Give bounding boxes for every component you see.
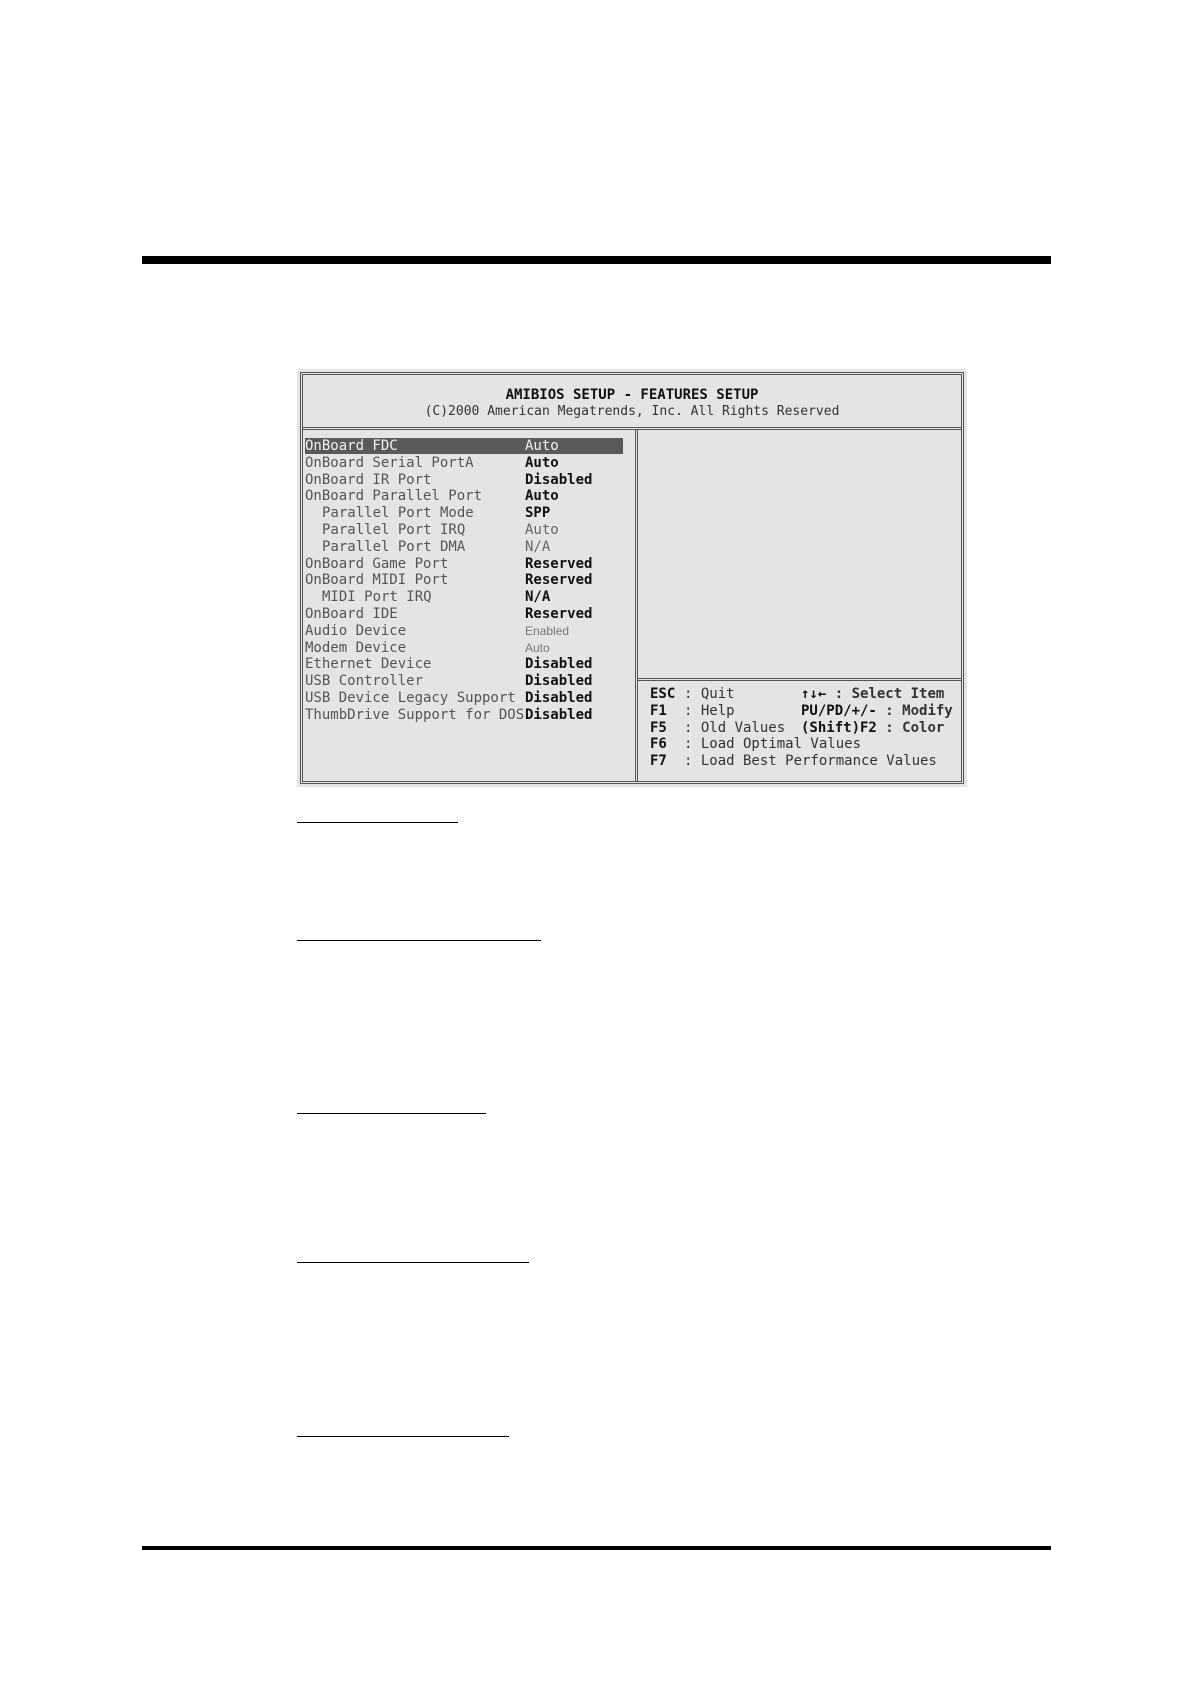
legend-key2: PU/PD/+/- <box>801 702 877 719</box>
legend-key2: (Shift)F2 <box>801 719 877 736</box>
legend-desc: : Quit <box>684 686 735 702</box>
legend-key-right <box>801 720 944 737</box>
menu-item-label: OnBoard FDC <box>305 438 398 454</box>
menu-item-value[interactable]: SPP <box>525 505 551 522</box>
menu-item-label: USB Device Legacy Support <box>305 689 516 706</box>
bios-copyright: (C)2000 American Megatrends, Inc. All Rights Reserved <box>424 404 840 419</box>
section-heading-underline <box>297 1262 529 1263</box>
legend-row <box>650 753 955 770</box>
bios-frame <box>300 372 964 784</box>
menu-item-label: OnBoard Parallel Port <box>305 488 483 505</box>
menu-item-label: OnBoard IR Port <box>305 471 432 488</box>
menu-item-onboard-game-port[interactable] <box>305 556 636 573</box>
menu-item-value[interactable]: Auto <box>525 454 559 471</box>
legend-desc2: : Color <box>885 719 945 736</box>
menu-item-value[interactable]: Disabled <box>525 673 593 690</box>
menu-item-label: MIDI Port IRQ <box>322 589 432 606</box>
legend-key: F5 <box>650 719 667 736</box>
menu-item-label: Parallel Port DMA <box>322 538 466 555</box>
menu-item-usb-controller[interactable] <box>305 673 636 690</box>
menu-item-value[interactable]: Disabled <box>525 689 593 706</box>
settings-panel <box>303 430 638 781</box>
legend-row <box>650 720 955 737</box>
legend-desc2: : Select Item <box>834 686 945 702</box>
section-heading-underline <box>297 1113 486 1114</box>
bios-title: AMIBIOS SETUP - FEATURES SETUP <box>505 387 759 403</box>
menu-item-value[interactable]: Auto <box>525 521 559 538</box>
legend-desc: : Load Best Performance Values <box>684 753 937 770</box>
menu-item-value[interactable]: Enabled <box>525 623 570 638</box>
menu-item-label: Parallel Port Mode <box>322 505 474 522</box>
menu-item-label: Audio Device <box>305 622 407 639</box>
legend-desc: : Help <box>684 702 735 719</box>
menu-item-value[interactable]: N/A <box>525 589 551 606</box>
menu-item-value[interactable]: Auto <box>525 488 559 505</box>
section-heading-underline <box>297 822 458 823</box>
bottom-rule <box>142 1546 1051 1550</box>
menu-item-usb-device-legacy-support[interactable] <box>305 690 636 707</box>
menu-item-midi-port-irq[interactable] <box>305 589 636 606</box>
bios-header <box>303 375 961 430</box>
menu-item-value[interactable]: Disabled <box>525 656 593 673</box>
menu-item-value[interactable]: Auto <box>525 438 559 454</box>
menu-item-parallel-port-dma[interactable] <box>305 539 636 556</box>
menu-item-value[interactable]: Reserved <box>525 572 593 589</box>
menu-item-value[interactable]: N/A <box>525 538 551 555</box>
menu-item-onboard-fdc[interactable] <box>305 438 636 455</box>
legend-row <box>650 736 955 753</box>
menu-item-onboard-ir-port[interactable] <box>305 472 636 489</box>
menu-item-ethernet-device[interactable] <box>305 656 636 673</box>
menu-item-label: Parallel Port IRQ <box>322 521 466 538</box>
legend-key2: ↑↓← <box>801 686 827 702</box>
menu-item-value[interactable]: Auto <box>525 640 550 655</box>
legend-desc: : Load Optimal Values <box>684 736 862 753</box>
legend-key: F6 <box>650 736 667 753</box>
menu-item-value[interactable]: Reserved <box>525 555 593 572</box>
menu-item-label: OnBoard MIDI Port <box>305 572 449 589</box>
top-rule <box>142 256 1051 264</box>
menu-item-label: OnBoard IDE <box>305 605 398 622</box>
bios-setup-screen <box>297 369 967 787</box>
help-panel <box>638 430 961 781</box>
settings-menu <box>305 438 636 724</box>
menu-item-value[interactable]: Reserved <box>525 605 593 622</box>
item-help-box <box>638 430 961 681</box>
menu-item-onboard-ide[interactable] <box>305 606 636 623</box>
menu-item-label: Ethernet Device <box>305 656 432 673</box>
legend-desc: : Old Values <box>684 719 786 736</box>
menu-item-value[interactable]: Disabled <box>525 471 593 488</box>
menu-item-parallel-port-irq[interactable] <box>305 522 636 539</box>
key-legend <box>650 686 955 770</box>
legend-key: F1 <box>650 702 667 719</box>
section-heading-underline <box>297 1436 509 1437</box>
menu-item-label: USB Controller <box>305 673 424 690</box>
legend-key: F7 <box>650 753 667 770</box>
menu-item-value[interactable]: Disabled <box>525 706 593 723</box>
legend-key-right <box>801 703 953 720</box>
section-heading-underline <box>297 940 541 941</box>
menu-item-onboard-parallel-port[interactable] <box>305 488 636 505</box>
legend-key-right <box>801 686 944 703</box>
legend-row <box>650 703 955 720</box>
legend-key: ESC <box>650 686 676 702</box>
menu-item-modem-device[interactable] <box>305 640 636 657</box>
menu-item-parallel-port-mode[interactable] <box>305 505 636 522</box>
menu-item-thumbdrive-support-for-dos[interactable] <box>305 707 636 724</box>
legend-desc2: : Modify <box>885 702 953 719</box>
menu-item-audio-device[interactable] <box>305 623 636 640</box>
menu-item-label: OnBoard Game Port <box>305 555 449 572</box>
menu-item-onboard-serial-porta[interactable] <box>305 455 636 472</box>
legend-row <box>650 686 955 703</box>
menu-item-onboard-midi-port[interactable] <box>305 572 636 589</box>
menu-item-label: ThumbDrive Support for DOS <box>305 706 525 723</box>
menu-item-label: OnBoard Serial PortA <box>305 454 474 471</box>
menu-item-label: Modem Device <box>305 639 407 656</box>
